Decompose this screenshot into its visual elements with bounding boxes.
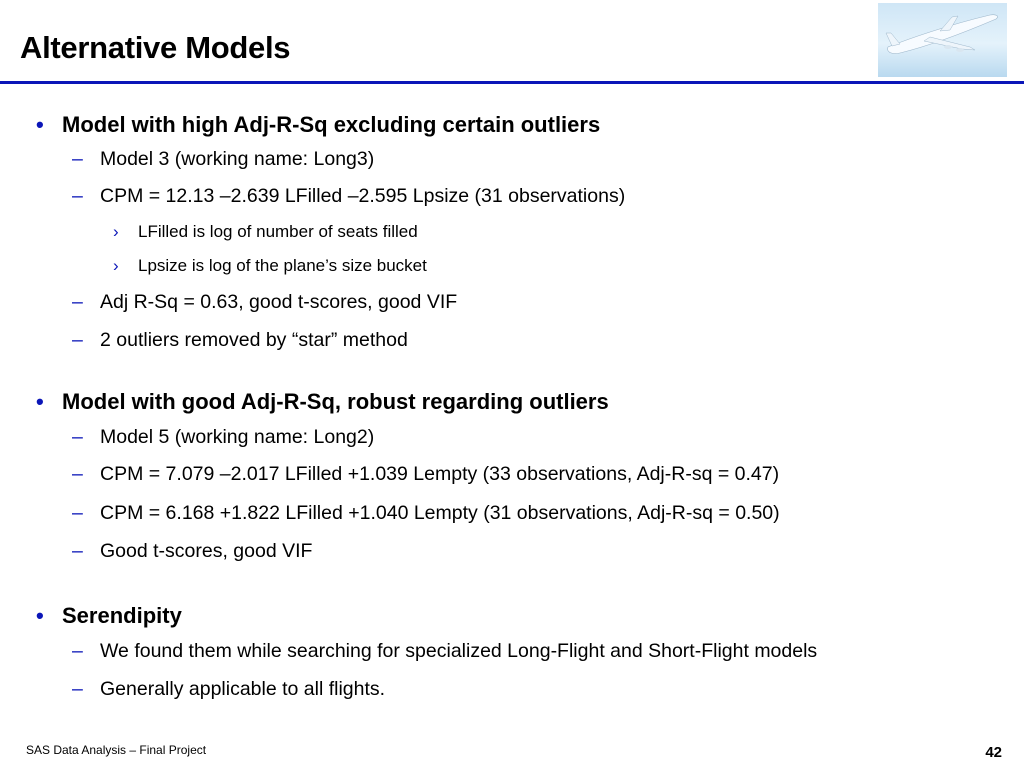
bullet-level2 (72, 185, 626, 208)
bullet-level2 (72, 463, 780, 486)
dash-marker: – (72, 502, 83, 524)
section-heading: Model with good Adj-R-Sq, robust regarding outliers (62, 389, 609, 414)
list-item: We found them while searching for specialized Long-Flight and Short-Flight models (100, 640, 818, 662)
chevron-marker: › (113, 222, 119, 241)
bullet-level2 (72, 291, 458, 314)
bullet-level2 (72, 540, 313, 563)
dash-marker: – (72, 540, 83, 562)
bullet-level3 (113, 256, 427, 276)
airplane-photo (878, 3, 1007, 77)
slide-footer: SAS Data Analysis – Final Project (26, 743, 207, 757)
chevron-marker: › (113, 256, 119, 275)
bullet-level1 (36, 389, 609, 415)
dash-marker: – (72, 426, 83, 448)
bullet-level2 (72, 148, 375, 171)
bullet-level2 (72, 502, 780, 525)
dash-marker: – (72, 463, 83, 485)
bullet-level1 (36, 603, 182, 629)
bullet-level2 (72, 329, 408, 352)
list-subitem: Lpsize is log of the plane’s size bucket (138, 256, 427, 275)
list-item: CPM = 12.13 –2.639 LFilled –2.595 Lpsize (31 observations) (100, 185, 626, 207)
bullet-level2 (72, 640, 818, 663)
section-heading: Model with high Adj-R-Sq excluding certain outliers (62, 112, 601, 137)
dash-marker: – (72, 640, 83, 662)
list-subitem: LFilled is log of number of seats filled (138, 222, 418, 241)
list-item: 2 outliers removed by “star” method (100, 329, 408, 351)
section-heading: Serendipity (62, 603, 182, 628)
bullet-marker: • (36, 112, 44, 137)
dash-marker: – (72, 329, 83, 351)
list-item: Model 3 (working name: Long3) (100, 148, 375, 170)
list-item: CPM = 6.168 +1.822 LFilled +1.040 Lempty (31 observations, Adj-R-sq = 0.50) (100, 502, 780, 524)
dash-marker: – (72, 185, 83, 207)
list-item: Good t-scores, good VIF (100, 540, 313, 562)
title-underline (0, 81, 1024, 84)
slide-title: Alternative Models (20, 30, 291, 65)
list-item: Generally applicable to all flights. (100, 678, 386, 700)
bullet-marker: • (36, 389, 44, 414)
bullet-level3 (113, 222, 418, 242)
list-item: Model 5 (working name: Long2) (100, 426, 375, 448)
list-item: Adj R-Sq = 0.63, good t-scores, good VIF (100, 291, 458, 313)
dash-marker: – (72, 678, 83, 700)
dash-marker: – (72, 148, 83, 170)
dash-marker: – (72, 291, 83, 313)
bullet-marker: • (36, 603, 44, 628)
bullet-level2 (72, 426, 375, 449)
list-item: CPM = 7.079 –2.017 LFilled +1.039 Lempty (33 observations, Adj-R-sq = 0.47) (100, 463, 780, 485)
page-number: 42 (985, 744, 1002, 761)
bullet-level2 (72, 678, 386, 701)
bullet-level1 (36, 112, 601, 138)
